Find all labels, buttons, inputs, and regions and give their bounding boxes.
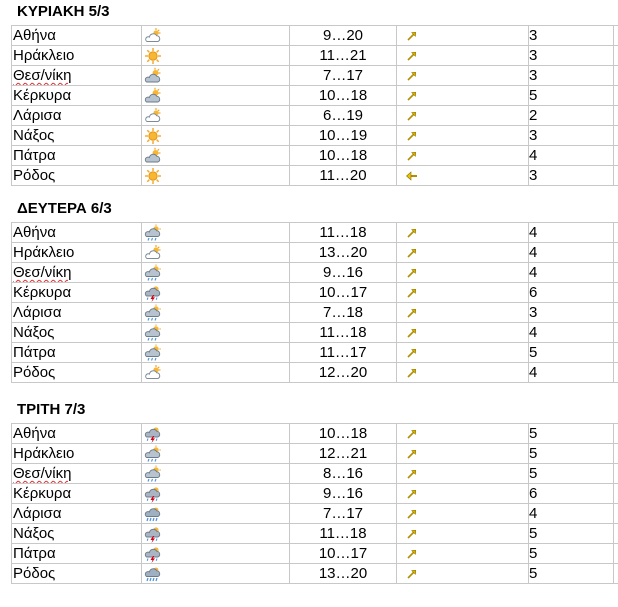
temperature-cell: 9…20 [290,26,397,46]
sky-cell [142,126,290,146]
city-cell [12,46,142,66]
wind-arrow-ne-icon [405,89,419,103]
wind-force-cell: 2 [529,106,614,126]
partly-cloudy-icon [144,107,162,125]
sun-cloud-rain-icon [144,324,162,342]
row-end-cell [614,126,618,146]
day-title: ΔΕΥΤΕΡΑ 6/3 [17,200,112,217]
city-name: Θεσ/νίκη [13,67,72,85]
row-end-cell [614,424,618,444]
city-name: Αθήνα [13,224,56,242]
wind-arrow-ne-icon [405,547,419,561]
wind-arrow-ne-icon [405,346,419,360]
wind-direction-cell [397,146,529,166]
sky-cell [142,524,290,544]
row-end-cell [614,166,618,186]
wind-direction-cell [397,223,529,243]
sun-cloud-icon [144,147,162,165]
city-cell [12,343,142,363]
sun-cloud-rain-icon [144,465,162,483]
city-name: Λάρισα [13,505,62,523]
wind-arrow-west-icon [405,169,419,183]
wind-arrow-ne-icon [405,246,419,260]
wind-force-cell: 5 [529,343,614,363]
row-end-cell [614,146,618,166]
wind-force-cell: 4 [529,223,614,243]
temperature-cell: 10…17 [290,544,397,564]
city-name: Αθήνα [13,425,56,443]
city-cell [12,504,142,524]
sky-cell [142,106,290,126]
wind-force-cell: 3 [529,66,614,86]
city-name: Κέρκυρα [13,485,72,503]
row-end-cell [614,323,618,343]
thunderstorm-icon [144,525,162,543]
city-name: Ρόδος [13,364,56,382]
thunderstorm-icon [144,425,162,443]
temperature-cell: 6…19 [290,106,397,126]
row-end-cell [614,464,618,484]
sky-cell [142,564,290,584]
city-name: Ρόδος [13,167,56,185]
temperature-cell: 9…16 [290,484,397,504]
wind-force-cell: 4 [529,363,614,383]
temperature-cell: 13…20 [290,243,397,263]
row-end-cell [614,303,618,323]
forecast-row [12,26,618,46]
temperature-cell: 9…16 [290,263,397,283]
partly-cloudy-icon [144,364,162,382]
sun-cloud-icon [144,67,162,85]
temperature-cell: 11…21 [290,46,397,66]
forecast-row [12,564,618,584]
temperature-cell: 10…17 [290,283,397,303]
wind-arrow-ne-icon [405,29,419,43]
row-end-cell [614,26,618,46]
wind-arrow-ne-icon [405,266,419,280]
wind-arrow-ne-icon [405,69,419,83]
city-cell [12,243,142,263]
wind-direction-cell [397,564,529,584]
wind-direction-cell [397,66,529,86]
wind-direction-cell [397,484,529,504]
wind-arrow-ne-icon [405,306,419,320]
wind-force-cell: 3 [529,26,614,46]
forecast-row [12,106,618,126]
wind-direction-cell [397,524,529,544]
wind-arrow-ne-icon [405,129,419,143]
wind-direction-cell [397,283,529,303]
row-end-cell [614,564,618,584]
row-end-cell [614,263,618,283]
sky-cell [142,26,290,46]
wind-arrow-ne-icon [405,109,419,123]
sky-cell [142,86,290,106]
wind-force-cell: 4 [529,243,614,263]
row-end-cell [614,66,618,86]
city-cell [12,544,142,564]
wind-force-cell: 5 [529,444,614,464]
city-name: Πάτρα [13,147,56,165]
forecast-table [11,222,618,383]
forecast-table [11,25,618,186]
city-cell [12,86,142,106]
sun-icon [144,127,162,145]
row-end-cell [614,46,618,66]
city-name: Λάρισα [13,107,62,125]
sky-cell [142,343,290,363]
wind-force-cell: 6 [529,283,614,303]
wind-force-cell: 3 [529,46,614,66]
forecast-row [12,323,618,343]
forecast-row [12,484,618,504]
sky-cell [142,544,290,564]
city-name: Πάτρα [13,545,56,563]
wind-arrow-ne-icon [405,226,419,240]
city-name: Νάξος [13,127,55,145]
wind-force-cell: 5 [529,544,614,564]
partly-cloudy-icon [144,27,162,45]
wind-direction-cell [397,243,529,263]
city-cell [12,464,142,484]
city-name: Κέρκυρα [13,284,72,302]
sky-cell [142,46,290,66]
wind-force-cell: 3 [529,126,614,146]
sun-icon [144,167,162,185]
row-end-cell [614,343,618,363]
city-name: Κέρκυρα [13,87,72,105]
sky-cell [142,166,290,186]
city-cell [12,303,142,323]
wind-direction-cell [397,363,529,383]
forecast-table [11,423,618,584]
forecast-row [12,263,618,283]
day-title: ΚΥΡΙΑΚΗ 5/3 [17,3,110,20]
sky-cell [142,243,290,263]
wind-direction-cell [397,464,529,484]
forecast-row [12,46,618,66]
city-cell [12,146,142,166]
sun-cloud-rain-icon [144,445,162,463]
sun-icon [144,47,162,65]
wind-direction-cell [397,46,529,66]
wind-force-cell: 3 [529,303,614,323]
rain-icon [144,565,162,583]
sun-cloud-rain-icon [144,264,162,282]
sky-cell [142,283,290,303]
city-cell [12,424,142,444]
temperature-cell: 11…20 [290,166,397,186]
city-cell [12,106,142,126]
sun-cloud-rain-icon [144,344,162,362]
wind-force-cell: 4 [529,504,614,524]
city-cell [12,223,142,243]
row-end-cell [614,223,618,243]
temperature-cell: 7…18 [290,303,397,323]
wind-direction-cell [397,424,529,444]
wind-force-cell: 3 [529,166,614,186]
sky-cell [142,444,290,464]
forecast-row [12,444,618,464]
wind-force-cell: 4 [529,146,614,166]
wind-force-cell: 5 [529,424,614,444]
forecast-row [12,146,618,166]
wind-arrow-ne-icon [405,507,419,521]
forecast-row [12,524,618,544]
wind-force-cell: 5 [529,564,614,584]
forecast-row [12,504,618,524]
city-cell [12,263,142,283]
forecast-row [12,66,618,86]
sun-cloud-icon [144,87,162,105]
forecast-row [12,544,618,564]
sky-cell [142,263,290,283]
sun-cloud-rain-icon [144,224,162,242]
row-end-cell [614,484,618,504]
row-end-cell [614,363,618,383]
city-cell [12,66,142,86]
thunderstorm-icon [144,545,162,563]
city-name: Πάτρα [13,344,56,362]
sky-cell [142,323,290,343]
forecast-row [12,166,618,186]
temperature-cell: 8…16 [290,464,397,484]
forecast-row [12,243,618,263]
wind-arrow-ne-icon [405,487,419,501]
forecast-row [12,283,618,303]
temperature-cell: 10…19 [290,126,397,146]
wind-arrow-ne-icon [405,326,419,340]
wind-direction-cell [397,444,529,464]
wind-arrow-ne-icon [405,567,419,581]
row-end-cell [614,106,618,126]
city-cell [12,323,142,343]
forecast-row [12,464,618,484]
row-end-cell [614,86,618,106]
thunderstorm-icon [144,284,162,302]
temperature-cell: 7…17 [290,504,397,524]
row-end-cell [614,243,618,263]
city-name: Ηράκλειο [13,445,75,463]
wind-force-cell: 4 [529,323,614,343]
forecast-row [12,126,618,146]
row-end-cell [614,444,618,464]
wind-arrow-ne-icon [405,447,419,461]
row-end-cell [614,544,618,564]
sky-cell [142,424,290,444]
city-name: Λάρισα [13,304,62,322]
temperature-cell: 10…18 [290,86,397,106]
forecast-row [12,223,618,243]
day-title: ΤΡΙΤΗ 7/3 [17,401,86,418]
temperature-cell: 13…20 [290,564,397,584]
city-cell [12,126,142,146]
sky-cell [142,146,290,166]
forecast-row [12,363,618,383]
sun-cloud-rain-icon [144,304,162,322]
wind-force-cell: 4 [529,263,614,283]
forecast-row [12,303,618,323]
city-cell [12,444,142,464]
row-end-cell [614,524,618,544]
city-name: Θεσ/νίκη [13,264,72,282]
wind-arrow-ne-icon [405,366,419,380]
wind-direction-cell [397,26,529,46]
city-name: Ηράκλειο [13,244,75,262]
sky-cell [142,66,290,86]
sky-cell [142,223,290,243]
forecast-row [12,86,618,106]
wind-force-cell: 5 [529,464,614,484]
city-name: Θεσ/νίκη [13,465,72,483]
thunderstorm-icon [144,485,162,503]
city-cell [12,363,142,383]
forecast-row [12,424,618,444]
rain-icon [144,505,162,523]
city-cell [12,283,142,303]
wind-direction-cell [397,86,529,106]
sky-cell [142,464,290,484]
wind-arrow-ne-icon [405,467,419,481]
city-name: Ρόδος [13,565,56,583]
sky-cell [142,504,290,524]
wind-direction-cell [397,343,529,363]
wind-direction-cell [397,106,529,126]
wind-direction-cell [397,303,529,323]
temperature-cell: 10…18 [290,146,397,166]
city-cell [12,166,142,186]
city-name: Αθήνα [13,27,56,45]
temperature-cell: 11…17 [290,343,397,363]
wind-direction-cell [397,166,529,186]
sky-cell [142,484,290,504]
city-cell [12,26,142,46]
wind-direction-cell [397,323,529,343]
wind-direction-cell [397,544,529,564]
wind-arrow-ne-icon [405,427,419,441]
sky-cell [142,363,290,383]
wind-force-cell: 5 [529,524,614,544]
wind-arrow-ne-icon [405,149,419,163]
partly-cloudy-icon [144,244,162,262]
wind-direction-cell [397,504,529,524]
wind-direction-cell [397,126,529,146]
temperature-cell: 7…17 [290,66,397,86]
temperature-cell: 11…18 [290,223,397,243]
wind-force-cell: 6 [529,484,614,504]
city-cell [12,524,142,544]
city-cell [12,564,142,584]
temperature-cell: 11…18 [290,323,397,343]
wind-force-cell: 5 [529,86,614,106]
temperature-cell: 11…18 [290,524,397,544]
temperature-cell: 12…20 [290,363,397,383]
temperature-cell: 12…21 [290,444,397,464]
wind-arrow-ne-icon [405,527,419,541]
temperature-cell: 10…18 [290,424,397,444]
city-name: Ηράκλειο [13,47,75,65]
city-cell [12,484,142,504]
wind-direction-cell [397,263,529,283]
sky-cell [142,303,290,323]
wind-arrow-ne-icon [405,49,419,63]
city-name: Νάξος [13,324,55,342]
forecast-row [12,343,618,363]
row-end-cell [614,283,618,303]
row-end-cell [614,504,618,524]
wind-arrow-ne-icon [405,286,419,300]
city-name: Νάξος [13,525,55,543]
